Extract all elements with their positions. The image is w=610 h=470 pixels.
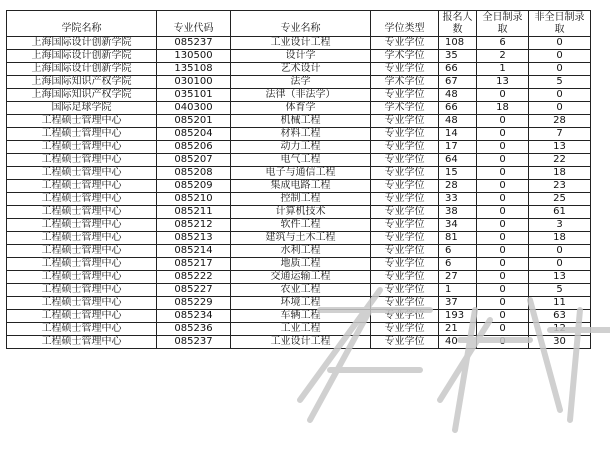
cell-college: 工程硕士管理中心 (7, 115, 157, 128)
cell-degree: 专业学位 (371, 258, 439, 271)
cell-applicants: 21 (439, 323, 477, 336)
cell-degree: 专业学位 (371, 141, 439, 154)
cell-major: 工业设计工程 (231, 336, 371, 349)
table-row (7, 102, 591, 115)
cell-college: 工程硕士管理中心 (7, 310, 157, 323)
cell-parttime: 22 (529, 154, 591, 167)
cell-major: 法律（非法学） (231, 89, 371, 102)
cell-degree: 专业学位 (371, 336, 439, 349)
cell-applicants: 66 (439, 102, 477, 115)
cell-code: 085207 (157, 154, 231, 167)
cell-parttime: 12 (529, 323, 591, 336)
cell-fulltime: 0 (477, 336, 529, 349)
header-parttime: 非全日制录取 (529, 11, 591, 37)
table-body (7, 37, 591, 349)
cell-applicants: 108 (439, 37, 477, 50)
cell-applicants: 48 (439, 89, 477, 102)
cell-applicants: 14 (439, 128, 477, 141)
cell-major: 水利工程 (231, 245, 371, 258)
cell-code: 135108 (157, 63, 231, 76)
cell-code: 085237 (157, 37, 231, 50)
cell-college: 工程硕士管理中心 (7, 323, 157, 336)
table-row (7, 258, 591, 271)
cell-applicants: 40 (439, 336, 477, 349)
cell-degree: 专业学位 (371, 128, 439, 141)
cell-degree: 专业学位 (371, 232, 439, 245)
cell-parttime: 0 (529, 63, 591, 76)
cell-code: 085229 (157, 297, 231, 310)
cell-major: 地质工程 (231, 258, 371, 271)
cell-degree: 专业学位 (371, 206, 439, 219)
table-row (7, 167, 591, 180)
cell-code: 085234 (157, 310, 231, 323)
cell-fulltime: 0 (477, 128, 529, 141)
cell-degree: 专业学位 (371, 297, 439, 310)
cell-college: 工程硕士管理中心 (7, 141, 157, 154)
cell-code: 085237 (157, 336, 231, 349)
cell-major: 动力工程 (231, 141, 371, 154)
cell-major: 工业设计工程 (231, 37, 371, 50)
cell-fulltime: 0 (477, 297, 529, 310)
cell-major: 电子与通信工程 (231, 167, 371, 180)
cell-parttime: 30 (529, 336, 591, 349)
cell-code: 130500 (157, 50, 231, 63)
cell-code: 085236 (157, 323, 231, 336)
table-row (7, 219, 591, 232)
cell-major: 控制工程 (231, 193, 371, 206)
cell-college: 工程硕士管理中心 (7, 167, 157, 180)
cell-parttime: 0 (529, 258, 591, 271)
cell-parttime: 13 (529, 141, 591, 154)
cell-code: 085208 (157, 167, 231, 180)
cell-fulltime: 0 (477, 193, 529, 206)
cell-applicants: 66 (439, 63, 477, 76)
cell-applicants: 193 (439, 310, 477, 323)
cell-applicants: 1 (439, 284, 477, 297)
table-row (7, 271, 591, 284)
cell-parttime: 25 (529, 193, 591, 206)
cell-college: 上海国际设计创新学院 (7, 37, 157, 50)
cell-degree: 专业学位 (371, 271, 439, 284)
cell-degree: 专业学位 (371, 154, 439, 167)
cell-fulltime: 0 (477, 115, 529, 128)
cell-college: 工程硕士管理中心 (7, 154, 157, 167)
cell-major: 交通运输工程 (231, 271, 371, 284)
cell-major: 机械工程 (231, 115, 371, 128)
cell-code: 035101 (157, 89, 231, 102)
cell-college: 工程硕士管理中心 (7, 297, 157, 310)
table-row (7, 50, 591, 63)
cell-degree: 专业学位 (371, 193, 439, 206)
cell-code: 085211 (157, 206, 231, 219)
cell-code: 085210 (157, 193, 231, 206)
cell-college: 工程硕士管理中心 (7, 193, 157, 206)
cell-code: 085227 (157, 284, 231, 297)
cell-major: 设计学 (231, 50, 371, 63)
admission-table (6, 10, 591, 349)
header-row (7, 11, 591, 37)
cell-fulltime: 0 (477, 258, 529, 271)
cell-fulltime: 13 (477, 76, 529, 89)
cell-college: 工程硕士管理中心 (7, 180, 157, 193)
cell-degree: 专业学位 (371, 310, 439, 323)
cell-applicants: 64 (439, 154, 477, 167)
cell-degree: 专业学位 (371, 245, 439, 258)
cell-major: 材料工程 (231, 128, 371, 141)
header-college: 学院名称 (7, 11, 157, 37)
cell-fulltime: 6 (477, 37, 529, 50)
cell-fulltime: 0 (477, 167, 529, 180)
table-row (7, 245, 591, 258)
table-row (7, 336, 591, 349)
header-major: 专业名称 (231, 11, 371, 37)
cell-major: 环境工程 (231, 297, 371, 310)
cell-fulltime: 0 (477, 323, 529, 336)
table-row (7, 297, 591, 310)
cell-college: 上海国际知识产权学院 (7, 76, 157, 89)
cell-parttime: 5 (529, 76, 591, 89)
cell-parttime: 63 (529, 310, 591, 323)
cell-parttime: 3 (529, 219, 591, 232)
cell-major: 软件工程 (231, 219, 371, 232)
cell-fulltime: 0 (477, 271, 529, 284)
cell-parttime: 13 (529, 271, 591, 284)
cell-major: 计算机技术 (231, 206, 371, 219)
cell-fulltime: 0 (477, 180, 529, 193)
cell-major: 集成电路工程 (231, 180, 371, 193)
cell-college: 工程硕士管理中心 (7, 232, 157, 245)
cell-fulltime: 0 (477, 154, 529, 167)
cell-applicants: 33 (439, 193, 477, 206)
cell-applicants: 6 (439, 258, 477, 271)
cell-college: 工程硕士管理中心 (7, 336, 157, 349)
cell-parttime: 0 (529, 37, 591, 50)
cell-code: 085206 (157, 141, 231, 154)
table-row (7, 232, 591, 245)
cell-code: 085217 (157, 258, 231, 271)
table-row (7, 310, 591, 323)
cell-college: 工程硕士管理中心 (7, 206, 157, 219)
cell-degree: 专业学位 (371, 37, 439, 50)
cell-applicants: 67 (439, 76, 477, 89)
cell-college: 国际足球学院 (7, 102, 157, 115)
cell-parttime: 0 (529, 102, 591, 115)
cell-college: 上海国际设计创新学院 (7, 63, 157, 76)
table-row (7, 37, 591, 50)
cell-college: 工程硕士管理中心 (7, 245, 157, 258)
table-header (7, 11, 591, 37)
cell-college: 工程硕士管理中心 (7, 258, 157, 271)
table-row (7, 284, 591, 297)
header-fulltime: 全日制录取 (477, 11, 529, 37)
table-row (7, 115, 591, 128)
cell-parttime: 7 (529, 128, 591, 141)
cell-parttime: 18 (529, 167, 591, 180)
cell-parttime: 0 (529, 245, 591, 258)
cell-parttime: 61 (529, 206, 591, 219)
cell-major: 体育学 (231, 102, 371, 115)
cell-degree: 专业学位 (371, 167, 439, 180)
cell-parttime: 0 (529, 89, 591, 102)
table-row (7, 193, 591, 206)
cell-degree: 学术学位 (371, 50, 439, 63)
cell-code: 085201 (157, 115, 231, 128)
cell-major: 车辆工程 (231, 310, 371, 323)
cell-college: 工程硕士管理中心 (7, 219, 157, 232)
cell-fulltime: 2 (477, 50, 529, 63)
cell-fulltime: 0 (477, 141, 529, 154)
cell-college: 工程硕士管理中心 (7, 284, 157, 297)
header-degree: 学位类型 (371, 11, 439, 37)
table-row (7, 206, 591, 219)
cell-degree: 专业学位 (371, 219, 439, 232)
cell-fulltime: 0 (477, 219, 529, 232)
cell-applicants: 81 (439, 232, 477, 245)
cell-applicants: 34 (439, 219, 477, 232)
cell-parttime: 0 (529, 50, 591, 63)
cell-code: 085204 (157, 128, 231, 141)
table-row (7, 180, 591, 193)
cell-parttime: 11 (529, 297, 591, 310)
cell-college: 上海国际设计创新学院 (7, 50, 157, 63)
cell-code: 085214 (157, 245, 231, 258)
cell-fulltime: 18 (477, 102, 529, 115)
cell-code: 030100 (157, 76, 231, 89)
cell-fulltime: 1 (477, 63, 529, 76)
cell-college: 工程硕士管理中心 (7, 271, 157, 284)
cell-major: 农业工程 (231, 284, 371, 297)
cell-degree: 专业学位 (371, 180, 439, 193)
admission-table-sheet (6, 10, 606, 349)
cell-major: 电气工程 (231, 154, 371, 167)
cell-major: 建筑与土木工程 (231, 232, 371, 245)
table-row (7, 323, 591, 336)
cell-parttime: 23 (529, 180, 591, 193)
cell-fulltime: 0 (477, 232, 529, 245)
cell-major: 艺术设计 (231, 63, 371, 76)
table-row (7, 76, 591, 89)
cell-applicants: 38 (439, 206, 477, 219)
cell-fulltime: 0 (477, 310, 529, 323)
cell-parttime: 18 (529, 232, 591, 245)
cell-degree: 专业学位 (371, 323, 439, 336)
cell-degree: 专业学位 (371, 89, 439, 102)
cell-fulltime: 0 (477, 89, 529, 102)
cell-applicants: 17 (439, 141, 477, 154)
cell-applicants: 15 (439, 167, 477, 180)
cell-applicants: 27 (439, 271, 477, 284)
cell-code: 085212 (157, 219, 231, 232)
cell-degree: 学术学位 (371, 102, 439, 115)
cell-code: 085222 (157, 271, 231, 284)
cell-fulltime: 0 (477, 245, 529, 258)
cell-applicants: 28 (439, 180, 477, 193)
cell-degree: 专业学位 (371, 115, 439, 128)
table-row (7, 141, 591, 154)
cell-degree: 专业学位 (371, 63, 439, 76)
cell-parttime: 5 (529, 284, 591, 297)
cell-code: 085213 (157, 232, 231, 245)
table-row (7, 128, 591, 141)
cell-code: 040300 (157, 102, 231, 115)
cell-major: 法学 (231, 76, 371, 89)
header-code: 专业代码 (157, 11, 231, 37)
table-row (7, 63, 591, 76)
cell-college: 上海国际知识产权学院 (7, 89, 157, 102)
table-row (7, 154, 591, 167)
cell-applicants: 37 (439, 297, 477, 310)
cell-college: 工程硕士管理中心 (7, 128, 157, 141)
cell-fulltime: 0 (477, 206, 529, 219)
header-applicants: 报名人数 (439, 11, 477, 37)
cell-degree: 专业学位 (371, 284, 439, 297)
cell-applicants: 48 (439, 115, 477, 128)
cell-degree: 学术学位 (371, 76, 439, 89)
cell-applicants: 6 (439, 245, 477, 258)
cell-parttime: 28 (529, 115, 591, 128)
cell-code: 085209 (157, 180, 231, 193)
cell-applicants: 35 (439, 50, 477, 63)
table-row (7, 89, 591, 102)
cell-major: 工业工程 (231, 323, 371, 336)
cell-fulltime: 0 (477, 284, 529, 297)
